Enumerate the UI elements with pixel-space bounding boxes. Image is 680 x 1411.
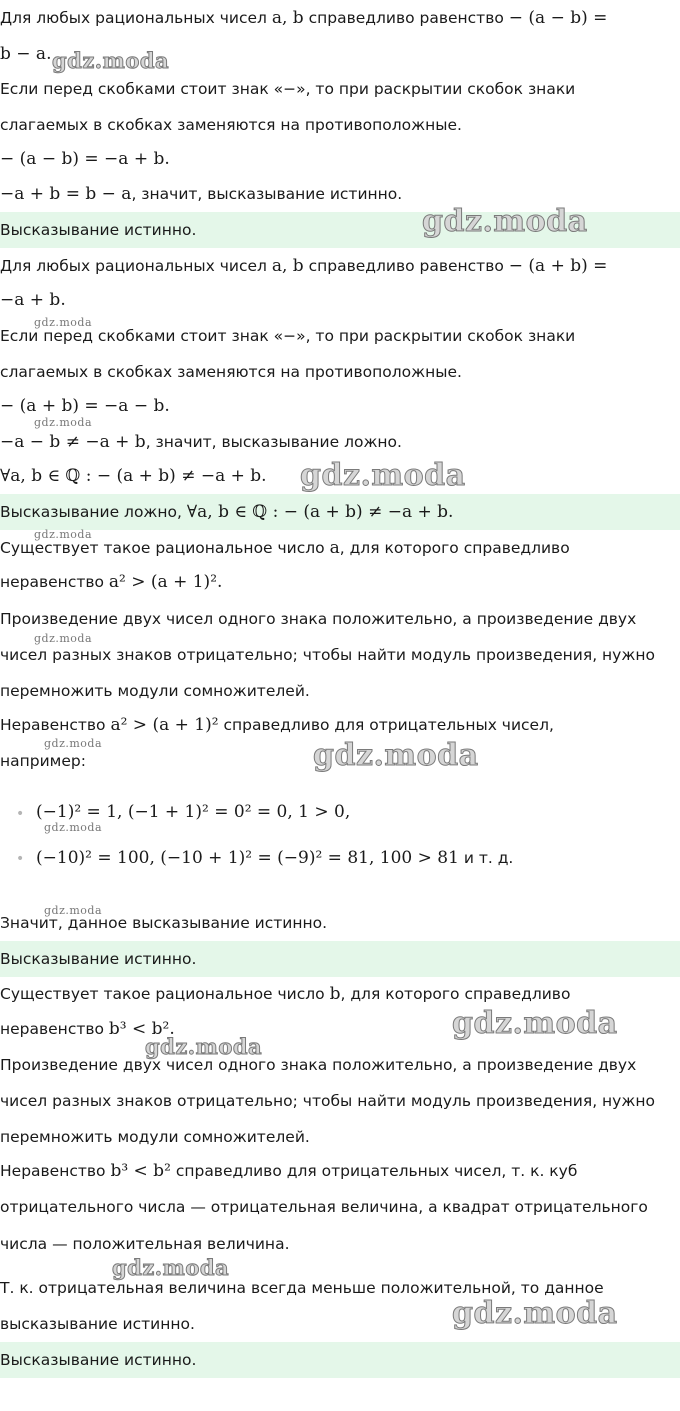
text-line: чисел разных знаков отрицательно; чтобы найти модуль произведения, нужно: [0, 646, 655, 664]
text-line: высказывание истинно.: [0, 1315, 195, 1333]
text-line: Для любых рациональных чисел a, b справедливо равенство − (a + b) =: [0, 256, 608, 276]
text-line: Т. к. отрицательная величина всегда меньше положительной, то данное: [0, 1279, 604, 1297]
watermark-logo: gdz.moda: [44, 904, 103, 917]
watermark-logo: gdz.moda: [422, 204, 588, 239]
watermark-logo: gdz.moda: [44, 737, 103, 750]
text-line: Если перед скобками стоит знак «−», то при раскрытии скобок знаки: [0, 327, 576, 345]
watermark-logo: gdz.moda: [452, 1006, 618, 1041]
watermark-logo: gdz.moda: [34, 528, 93, 541]
answer-box: Высказывание ложно, ∀a, b ∈ ℚ : − (a + b) ≠ −a + b.: [0, 494, 680, 530]
math-line: −a + b.: [0, 290, 66, 310]
text-line: Существует такое рациональное число a, для которого справедливо: [0, 538, 570, 558]
watermark-logo: gdz.moda: [452, 1296, 618, 1331]
text-line: Неравенство b³ < b² справедливо для отрицательных чисел, т. к. куб: [0, 1161, 578, 1181]
math-line: − (a + b) = −a − b.: [0, 396, 170, 416]
text-line: −a + b = b − a, значит, высказывание истинно.: [0, 184, 403, 204]
math-expression: − (a − b) =: [508, 8, 608, 28]
text-line: Неравенство a² > (a + 1)² справедливо для отрицательных чисел,: [0, 715, 554, 735]
text-line: неравенство b³ < b².: [0, 1019, 175, 1039]
text-line: перемножить модули сомножителей.: [0, 1128, 310, 1146]
text-line: отрицательного числа — отрицательная величина, а квадрат отрицательного: [0, 1198, 648, 1216]
text-line: чисел разных знаков отрицательно; чтобы найти модуль произведения, нужно: [0, 1092, 655, 1110]
text-line: неравенство a² > (a + 1)².: [0, 572, 223, 592]
watermark-logo: gdz.moda: [44, 821, 103, 834]
text-line: перемножить модули сомножителей.: [0, 682, 310, 700]
text-line: слагаемых в скобках заменяются на противоположные.: [0, 363, 462, 381]
text-line: Для любых рациональных чисел a, b справедливо равенство − (a − b) =: [0, 8, 608, 28]
bullet-icon: •: [16, 806, 25, 822]
watermark-logo: gdz.moda: [313, 738, 479, 773]
text-line: Если перед скобками стоит знак «−», то при раскрытии скобок знаки: [0, 80, 576, 98]
text-line: Существует такое рациональное число b, для которого справедливо: [0, 984, 571, 1004]
watermark-logo: gdz.moda: [34, 316, 93, 329]
text-line: Произведение двух чисел одного знака положительно, а произведение двух: [0, 610, 637, 628]
math-line: b − a.: [0, 44, 52, 64]
watermark-logo: gdz.moda: [34, 416, 93, 429]
math-expression: a, b: [271, 8, 304, 28]
text-line: Значит, данное высказывание истинно.: [0, 914, 328, 932]
answer-box: Высказывание истинно.: [0, 1342, 680, 1378]
watermark-logo: gdz.moda: [112, 1255, 230, 1280]
list-item: (−10)² = 100, (−10 + 1)² = (−9)² = 81, 100 > 81 и т. д.: [36, 848, 514, 868]
watermark-logo: gdz.moda: [34, 632, 93, 645]
text-line: слагаемых в скобках заменяются на противоположные.: [0, 116, 462, 134]
watermark-logo: gdz.moda: [52, 48, 170, 73]
watermark-logo: gdz.moda: [300, 458, 466, 493]
answer-box: Высказывание истинно.: [0, 212, 680, 248]
text-line: числа — положительная величина.: [0, 1235, 290, 1253]
math-line: ∀a, b ∈ ℚ : − (a + b) ≠ −a + b.: [0, 466, 267, 486]
bullet-icon: •: [16, 851, 25, 867]
watermark-logo: gdz.moda: [145, 1034, 263, 1059]
text-line: Произведение двух чисел одного знака положительно, а произведение двух: [0, 1056, 637, 1074]
list-item: (−1)² = 1, (−1 + 1)² = 0² = 0, 1 > 0,: [36, 802, 351, 822]
math-line: − (a − b) = −a + b.: [0, 149, 170, 169]
answer-box: Высказывание истинно.: [0, 941, 680, 977]
text-line: например:: [0, 752, 86, 770]
text-line: −a − b ≠ −a + b, значит, высказывание ложно.: [0, 432, 402, 452]
